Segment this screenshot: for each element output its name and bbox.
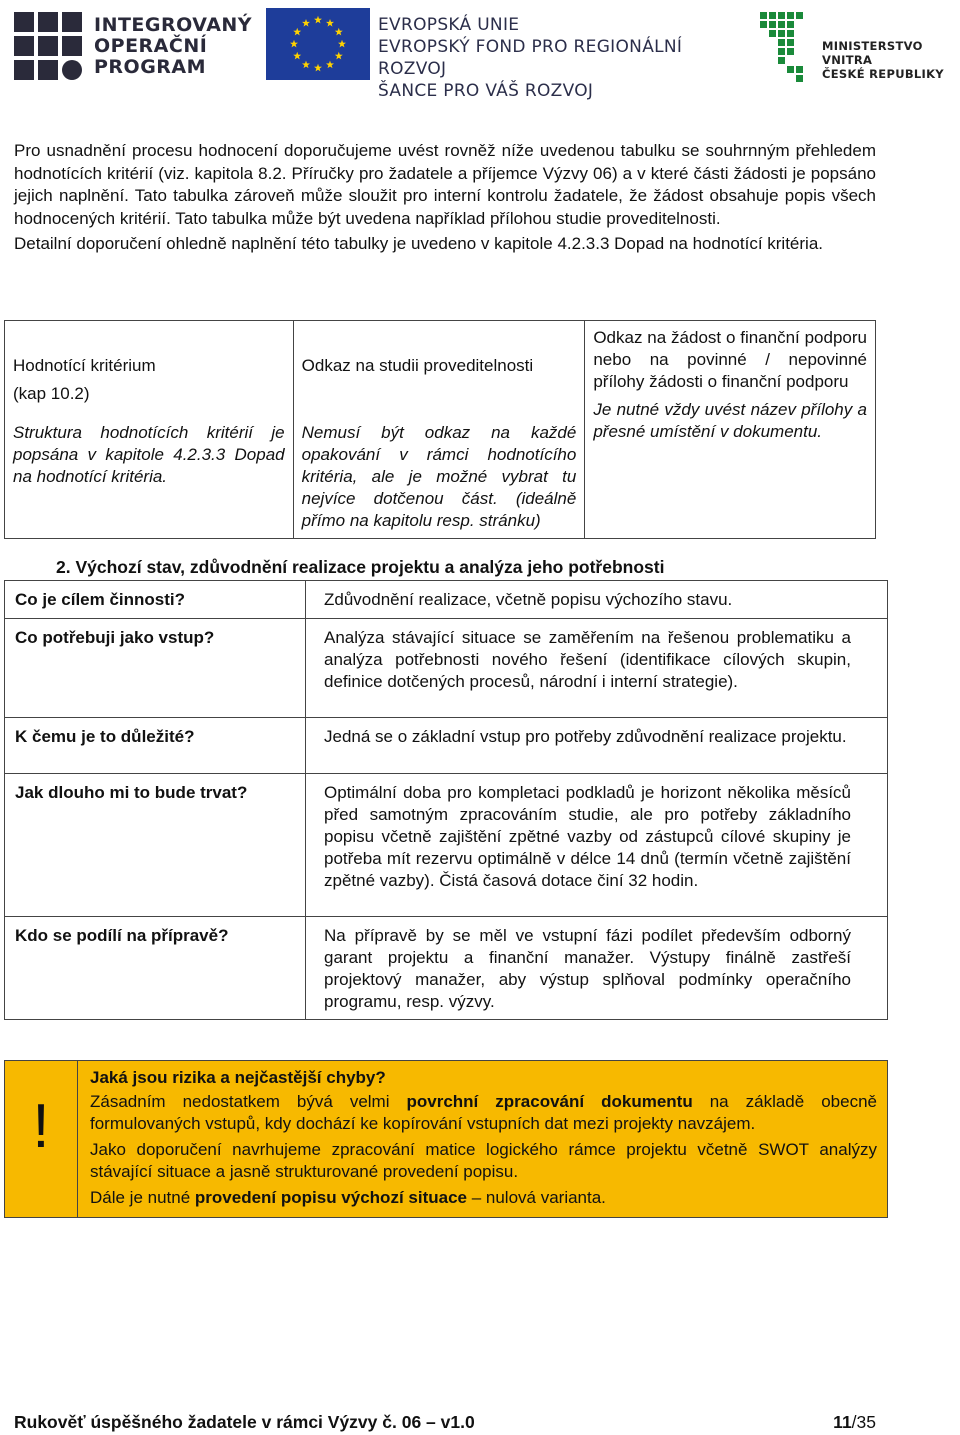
qa-row bbox=[5, 718, 888, 774]
warning-p1-end: na základě obecně formulovaných vstupů, kdy dochází ke kopírování vstupních dat mezi projekty navzájem. bbox=[90, 1092, 877, 1133]
qa-answer: Jedná se o základní vstup pro potřeby zdůvodnění realizace projektu. bbox=[306, 718, 888, 774]
intro-paragraph-1: Pro usnadnění procesu hodnocení doporučujeme uvést rovněž níže uvedenou tabulku se souhrnným přehledem hodnotících kritérií (viz. kapitola 8.2. Příručky pro žadatele a příjemce Výzvy 06) a v které části žádosti je popsáno jejich naplnění. Tato tabulka zároveň může sloužit pro interní kontrolu žadatele, že žádost obsahuje popis všech hodnocených kritérií. Tato tabulka může být uvedena například přílohou studie proveditelnosti. bbox=[14, 141, 876, 228]
qa-row bbox=[5, 581, 888, 619]
qa-answer: Optimální doba pro kompletaci podkladů je horizont několika měsíců před samotným zpracováním studie, ale pro potřeby základního popisu včetně zajištění zpětné vazby od zástupců cílové skupiny je potřeba mít rezervu optimálně v délce 14 dnů (termín včetně zajištění zpětné vazby). Čistá časová dotace činí 32 hodin. bbox=[306, 774, 888, 917]
ministry-logo-text bbox=[822, 39, 960, 81]
qa-question: Jak dlouho mi to bude trvat? bbox=[5, 774, 306, 917]
criteria-table bbox=[4, 320, 876, 539]
criteria-col3-note: Je nutné vždy uvést název přílohy a přesné umístění v dokumentu. bbox=[593, 400, 867, 441]
iop-line-3: PROGRAM bbox=[94, 56, 207, 78]
eu-logo-text bbox=[378, 14, 706, 102]
iop-line-2: OPERAČNÍ bbox=[94, 35, 208, 57]
qa-row bbox=[5, 619, 888, 718]
criteria-col2-header: Odkaz na studii proveditelnosti bbox=[301, 356, 534, 375]
qa-table bbox=[4, 580, 888, 1020]
warning-box bbox=[4, 1060, 888, 1218]
criteria-col3-header: Odkaz na žádost o finanční podporu nebo na povinné / nepovinné přílohy žádosti o finanční podporu bbox=[593, 328, 867, 391]
criteria-col1-note: Struktura hodnotících kritérií je popsána v kapitole 4.2.3.3 Dopad na hodnotící kritéria. bbox=[13, 423, 285, 486]
criteria-table-row bbox=[5, 321, 876, 539]
exclamation-icon: ! bbox=[32, 1092, 50, 1161]
warning-p3-bold: provedení popisu výchozí situace bbox=[194, 1188, 467, 1207]
iop-line-1: INTEGROVANÝ bbox=[94, 14, 253, 36]
criteria-cell-1 bbox=[5, 321, 294, 539]
page-current: 11 bbox=[833, 1412, 852, 1432]
eu-line-1: EVROPSKÁ UNIE bbox=[378, 15, 520, 35]
criteria-cell-2 bbox=[293, 321, 585, 539]
warning-p3-start: Dále je nutné bbox=[90, 1188, 195, 1207]
warning-p1-start: Zásadním nedostatkem bývá velmi bbox=[90, 1092, 407, 1111]
qa-question: Co potřebuji jako vstup? bbox=[5, 619, 306, 718]
eu-logo bbox=[266, 8, 706, 101]
warning-p1-bold: povrchní zpracování dokumentu bbox=[406, 1092, 693, 1111]
qa-row bbox=[5, 917, 888, 1020]
qa-question: Co je cílem činnosti? bbox=[5, 581, 306, 619]
warning-paragraph-2: Jako doporučení navrhujeme zpracování matice logického rámce projektu včetně SWOT analýzy stávající situace a jasně strukturované provedení popisu. bbox=[90, 1140, 877, 1181]
criteria-cell-3 bbox=[585, 321, 876, 539]
warning-p3-end: – nulová varianta. bbox=[466, 1188, 606, 1207]
ministry-mark-icon bbox=[760, 12, 812, 84]
section-heading: 2. Výchozí stav, zdůvodnění realizace projektu a analýza jeho potřebnosti bbox=[56, 557, 665, 577]
qa-answer: Na přípravě by se měl ve vstupní fázi podílet především odborný garant projektu a finanční manažer. Výstupy finálně zastřeší projektový manažer, aby výstup splňoval podmínky operačního programu, resp. výzvy. bbox=[306, 917, 888, 1020]
iop-mark-icon bbox=[14, 12, 84, 82]
page-total: /35 bbox=[851, 1412, 876, 1432]
intro-text bbox=[14, 140, 876, 259]
intro-paragraph-2: Detailní doporučení ohledně naplnění této tabulky je uvedeno v kapitole 4.2.3.3 Dopad na hodnotící kritéria. bbox=[14, 234, 824, 253]
qa-answer: Zdůvodnění realizace, včetně popisu výchozího stavu. bbox=[306, 581, 888, 619]
warning-body bbox=[78, 1061, 887, 1217]
criteria-col1-header: Hodnotící kritérium bbox=[13, 356, 156, 375]
eu-flag-icon bbox=[266, 8, 370, 80]
eu-line-2: EVROPSKÝ FOND PRO REGIONÁLNÍ ROZVOJ bbox=[378, 37, 683, 79]
footer-title: Rukověť úspěšného žadatele v rámci Výzvy č. 06 – v1.0 bbox=[14, 1412, 475, 1432]
ministry-logo bbox=[760, 12, 960, 84]
page-number bbox=[833, 1412, 876, 1433]
ministry-line-2: ČESKÉ REPUBLIKY bbox=[822, 67, 944, 81]
qa-question: K čemu je to důležité? bbox=[5, 718, 306, 774]
iop-logo-text bbox=[94, 15, 252, 78]
qa-question: Kdo se podílí na přípravě? bbox=[5, 917, 306, 1020]
page-header bbox=[0, 0, 960, 101]
ministry-line-1: MINISTERSTVO VNITRA bbox=[822, 39, 923, 67]
warning-mark bbox=[5, 1061, 78, 1217]
qa-answer: Analýza stávající situace se zaměřením na řešenou problematiku a analýza potřebnosti nového řešení (identifikace cílových skupin, definice dotčených procesů, národní i interní strategie). bbox=[306, 619, 888, 718]
iop-logo bbox=[14, 12, 253, 82]
criteria-col2-note: Nemusí být odkaz na každé opakování v rámci hodnotícího kritéria, ale je možné vybrat tu nejvíce dotčenou část. (ideálně přímo na kapitolu resp. stránku) bbox=[301, 423, 577, 530]
warning-paragraph-1 bbox=[90, 1091, 877, 1135]
criteria-col1-subheader: (kap 10.2) bbox=[13, 384, 90, 403]
qa-row bbox=[5, 774, 888, 917]
warning-title: Jaká jsou rizika a nejčastější chyby? bbox=[90, 1068, 386, 1087]
warning-paragraph-3 bbox=[90, 1187, 877, 1209]
eu-line-3: ŠANCE PRO VÁŠ ROZVOJ bbox=[378, 81, 594, 101]
